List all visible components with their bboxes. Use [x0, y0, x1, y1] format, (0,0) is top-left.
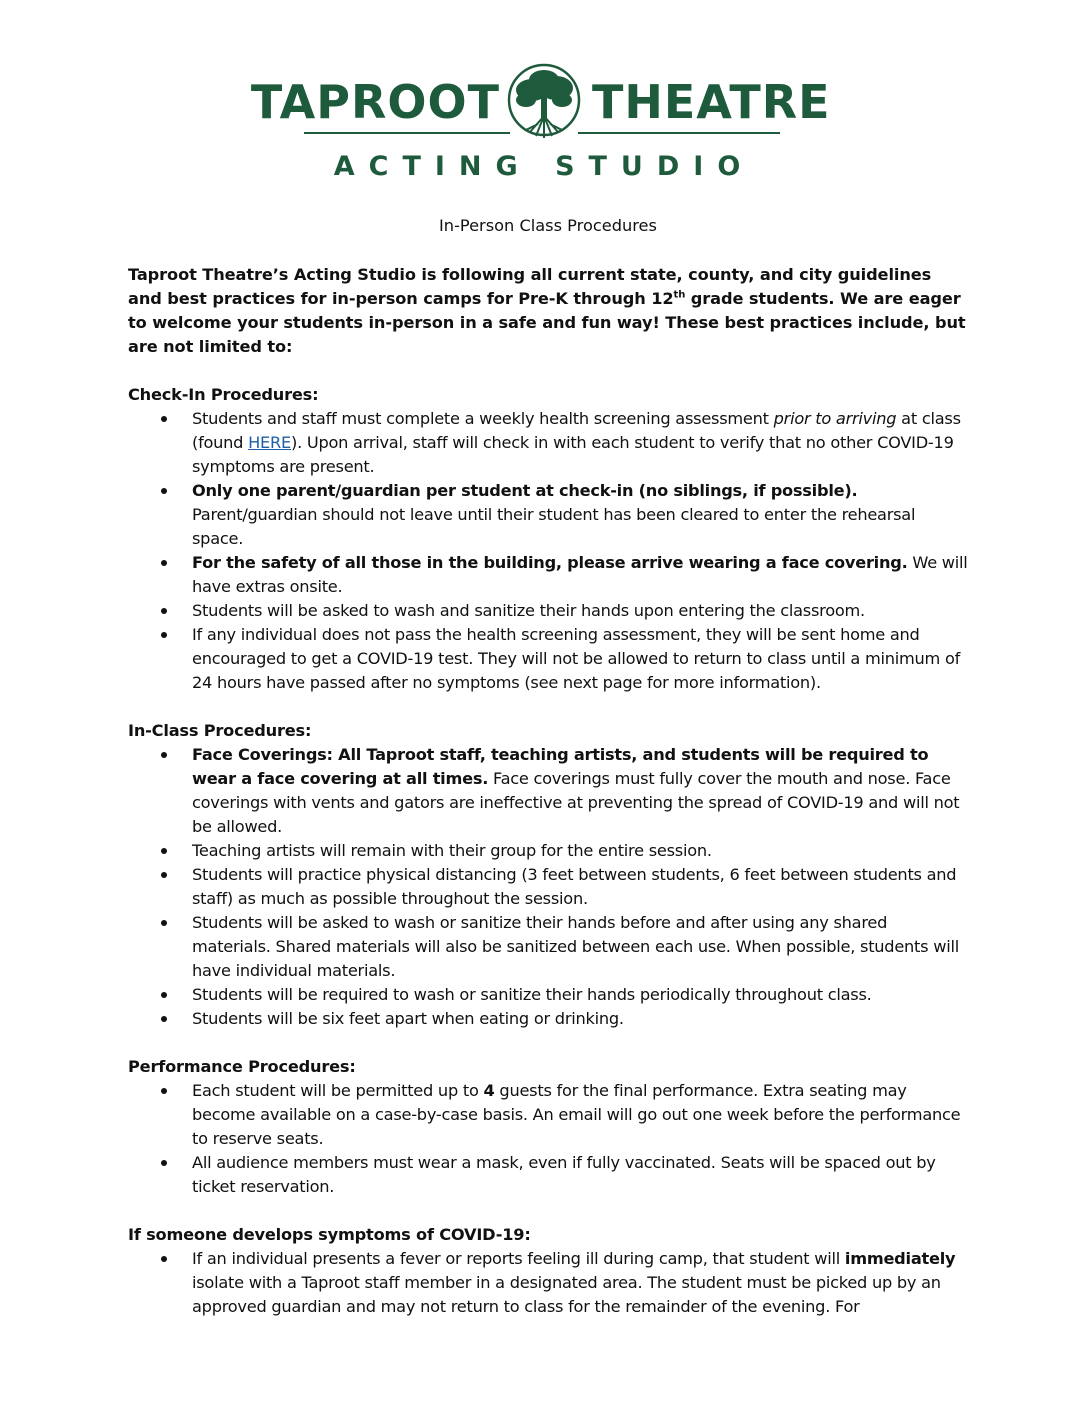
logo-word-taproot: TAPROOT [250, 75, 500, 129]
intro-paragraph: Taproot Theatre’s Acting Studio is following all current state, county, and city guidelines and best practices for in-person camps for Pre-K through 12th grade students. We are eager to welcome your students in-person in a safe and fun way! These best practices include, but are not limited to: [128, 265, 966, 356]
bullet-icon [161, 992, 167, 998]
page-title: In-Person Class Procedures [439, 216, 657, 235]
list-item: Students will practice physical distancing (3 feet between students, 6 feet between students and staff) as much as possible throughout the session. [128, 863, 968, 911]
list-item: Teaching artists will remain with their group for the entire session. [128, 839, 968, 863]
list-item: Students will be asked to wash or sanitize their hands before and after using any shared materials. Shared materials will also be sanitized between each use. When possible, students will have individual materials. [128, 911, 968, 983]
list-item: All audience members must wear a mask, even if fully vaccinated. Seats will be spaced out by ticket reservation. [128, 1151, 968, 1199]
bullet-icon [161, 488, 167, 494]
list-item: Students will be asked to wash and sanitize their hands upon entering the classroom. [128, 599, 968, 623]
bullet-icon [161, 416, 167, 422]
checkin-heading: Check-In Procedures: [128, 385, 319, 404]
list-item: If an individual presents a fever or reports feeling ill during camp, that student will immediately isolate with a Taproot staff member in a designated area. The student must be picked up by an approved guardian and may not return to class for the remainder of the evening. For [128, 1247, 968, 1319]
logo-subtitle: ACTING STUDIO [333, 151, 755, 182]
performance-heading: Performance Procedures: [128, 1057, 356, 1076]
document-body [128, 214, 968, 1343]
inclass-list [128, 743, 968, 1031]
list-item: Students will be six feet apart when eating or drinking. [128, 1007, 968, 1031]
logo-word-theatre: THEATRE [592, 75, 831, 129]
bullet-icon [161, 920, 167, 926]
bullet-icon [161, 608, 167, 614]
bullet-icon [161, 632, 167, 638]
list-item: Students will be required to wash or sanitize their hands periodically throughout class. [128, 983, 968, 1007]
here-link[interactable]: HERE [248, 433, 291, 452]
tree-icon [509, 65, 579, 138]
list-item: Each student will be permitted up to 4 guests for the final performance. Extra seating may become available on a case-by-case basis. An email will go out one week before the performance to reserve seats. [128, 1079, 968, 1151]
list-item: Students and staff must complete a weekly health screening assessment prior to arriving at class (found HERE). Upon arrival, staff will check in with each student to verify that no other COVID-19 symptoms are present. [128, 407, 968, 479]
bullet-icon [161, 1088, 167, 1094]
bullet-icon [161, 872, 167, 878]
bullet-icon [161, 1160, 167, 1166]
performance-list [128, 1079, 968, 1199]
bullet-icon [161, 848, 167, 854]
checkin-list [128, 407, 968, 695]
bullet-icon [161, 1256, 167, 1262]
bullet-icon [161, 560, 167, 566]
symptoms-list [128, 1247, 968, 1319]
list-item: For the safety of all those in the building, please arrive wearing a face covering. We will have extras onsite. [128, 551, 968, 599]
taproot-logo [0, 60, 1088, 190]
list-item: If any individual does not pass the health screening assessment, they will be sent home and encouraged to get a COVID-19 test. They will not be allowed to return to class until a minimum of 24 hours have passed after no symptoms (see next page for more information). [128, 623, 968, 695]
list-item: Face Coverings: All Taproot staff, teaching artists, and students will be required to wear a face covering at all times. Face coverings must fully cover the mouth and nose. Face coverings with vents and gators are ineffective at preventing the spread of COVID-19 and will not be allowed. [128, 743, 968, 839]
bullet-icon [161, 752, 167, 758]
symptoms-heading: If someone develops symptoms of COVID-19: [128, 1225, 531, 1244]
list-item: Only one parent/guardian per student at check-in (no siblings, if possible). Parent/guardian should not leave until their student has been cleared to enter the rehearsal space. [128, 479, 968, 551]
bullet-icon [161, 1016, 167, 1022]
inclass-heading: In-Class Procedures: [128, 721, 312, 740]
